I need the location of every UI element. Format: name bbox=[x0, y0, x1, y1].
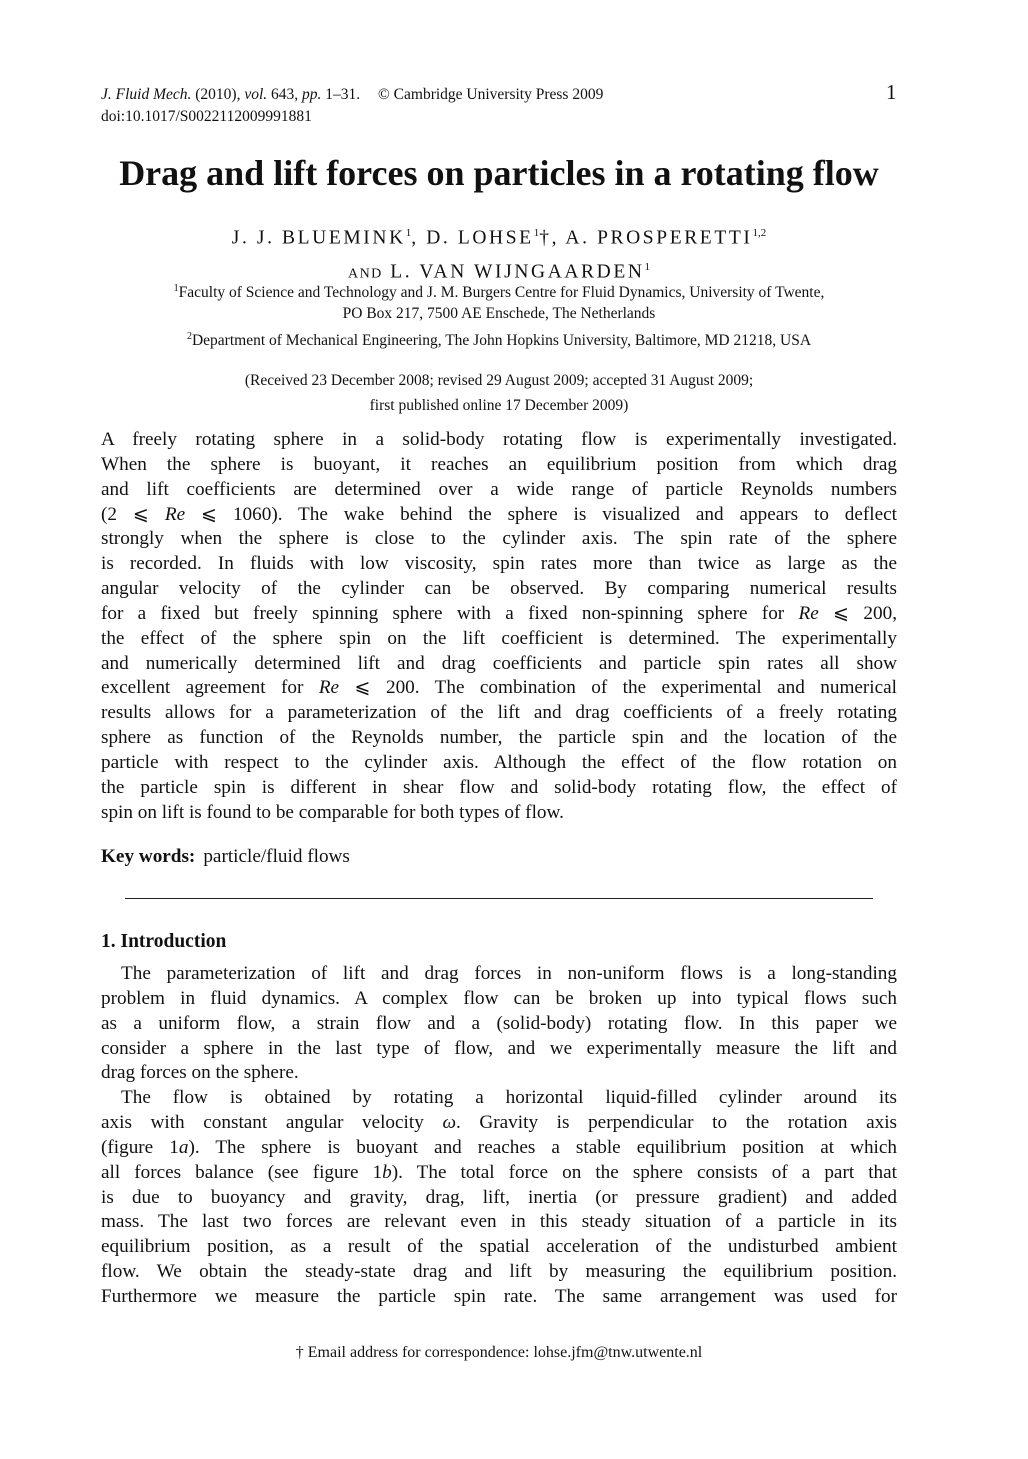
footnote: † Email address for correspondence: lohse.jfm@tnw.utwente.nl bbox=[295, 1344, 703, 1361]
dagger-mark: † bbox=[539, 227, 552, 249]
keywords bbox=[101, 846, 350, 868]
section-divider bbox=[125, 898, 873, 899]
author-bluemink: J. J. BLUEMINK bbox=[231, 227, 406, 249]
citation-line: J. Fluid Mech. (2010), vol. 643, pp. 1–31. © Cambridge University Press 2009 bbox=[101, 86, 604, 103]
author-lohse: , D. LOHSE bbox=[411, 227, 534, 249]
section-heading: 1. Introduction bbox=[101, 931, 227, 952]
introduction-text: The parameterization of lift and drag forces in non-uniform flows is a long-standing problem in fluid dynamics. A complex flow can be broken up into typical flows such as a uniform flow, a strain flow and a (solid-body) rotating flow. In this paper we consider a sphere in the last type of flow, and we experimentally measure the lift and drag forces on the sphere. The flow is obtained by rotating a horizontal liquid-filled cylinder around its axis with constant angular velocity ω. Gravity is perpendicular to the rotation axis (figure 1a). The sphere is buoyant and reaches a stable equilibrium position at which all forces balance (see figure 1b). The total force on the sphere consists of a part that is due to buoyancy and gravity, drag, lift, inertia (or pressure gradient) and added mass. The last two forces are relevant even in this steady situation of a particle in its equilibrium position, as a result of the spatial acceleration of the undisturbed ambient flow. We obtain the steady-state drag and lift by measuring the equilibrium position. Furthermore we measure the particle spin rate. The same arrangement was used for bbox=[101, 963, 898, 1307]
copyright: © Cambridge University Press 2009 bbox=[378, 86, 604, 103]
affiliation-1: $^1$Faculty of Science and Technology and J. M. Burgers Centre for Fluid Dynamics, University of Twente, PO Box 217, 7500 AE Enschede, The Netherlands bbox=[173, 283, 825, 323]
affiliation-2: $^2$Department of Mechanical Engineering, The John Hopkins University, Baltimore, MD 21218, USA bbox=[186, 331, 812, 350]
paper-title: Drag and lift forces on particles in a rotating flow bbox=[119, 153, 879, 193]
author-list: J. J. BLUEMINK$^1$, D. LOHSE$^1$†, A. PROSPERETTI$^{1,2}$ AND L. VAN WIJNGAARDEN$^1$ bbox=[231, 227, 767, 282]
keywords-value: particle/fluid flows bbox=[203, 846, 350, 867]
journal-header bbox=[101, 84, 603, 128]
page-number: 1 bbox=[886, 80, 897, 104]
author-prosperetti: , A. PROSPERETTI bbox=[551, 227, 753, 249]
abstract: A freely rotating sphere in a solid-body rotating flow is experimentally investigated. When the sphere is buoyant, it reaches an equilibrium position from which drag and lift coefficients are determined over a wide range of particle Reynolds numbers (2 ⩽ Re ⩽ 1060). The wake behind the sphere is visualized and appears to deflect strongly when the sphere is close to the cylinder axis. The spin rate of the sphere is recorded. In fluids with low viscosity, spin rates more than twice as large as the angular velocity of the cylinder can be observed. By comparing numerical results for a fixed but freely spinning sphere with a fixed non-spinning sphere for Re ⩽ 200, the effect of the sphere spin on the lift coefficient is determined. The experimentally and numerically determined lift and drag coefficients and particle spin rates all show excellent agreement for Re ⩽ 200. The combination of the experimental and numerical results allows for a parameterization of the lift and drag coefficients of a freely rotating sphere as function of the Reynolds number, the particle spin and the location of the particle with respect to the cylinder axis. Although the effect of the flow rotation on the particle spin is different in shear flow and solid-body rotating flow, the effect of spin on lift is found to be comparable for both types of flow. bbox=[101, 429, 897, 823]
received-dates: (Received 23 December 2008; revised 29 August 2009; accepted 31 August 2009; first published online 17 December 2009) bbox=[244, 372, 754, 414]
author-van-wijngaarden: L. VAN WIJNGAARDEN bbox=[382, 261, 645, 282]
doi: doi:10.1017/S0022112009991881 bbox=[101, 108, 312, 125]
keywords-label: Key words: bbox=[101, 846, 196, 867]
